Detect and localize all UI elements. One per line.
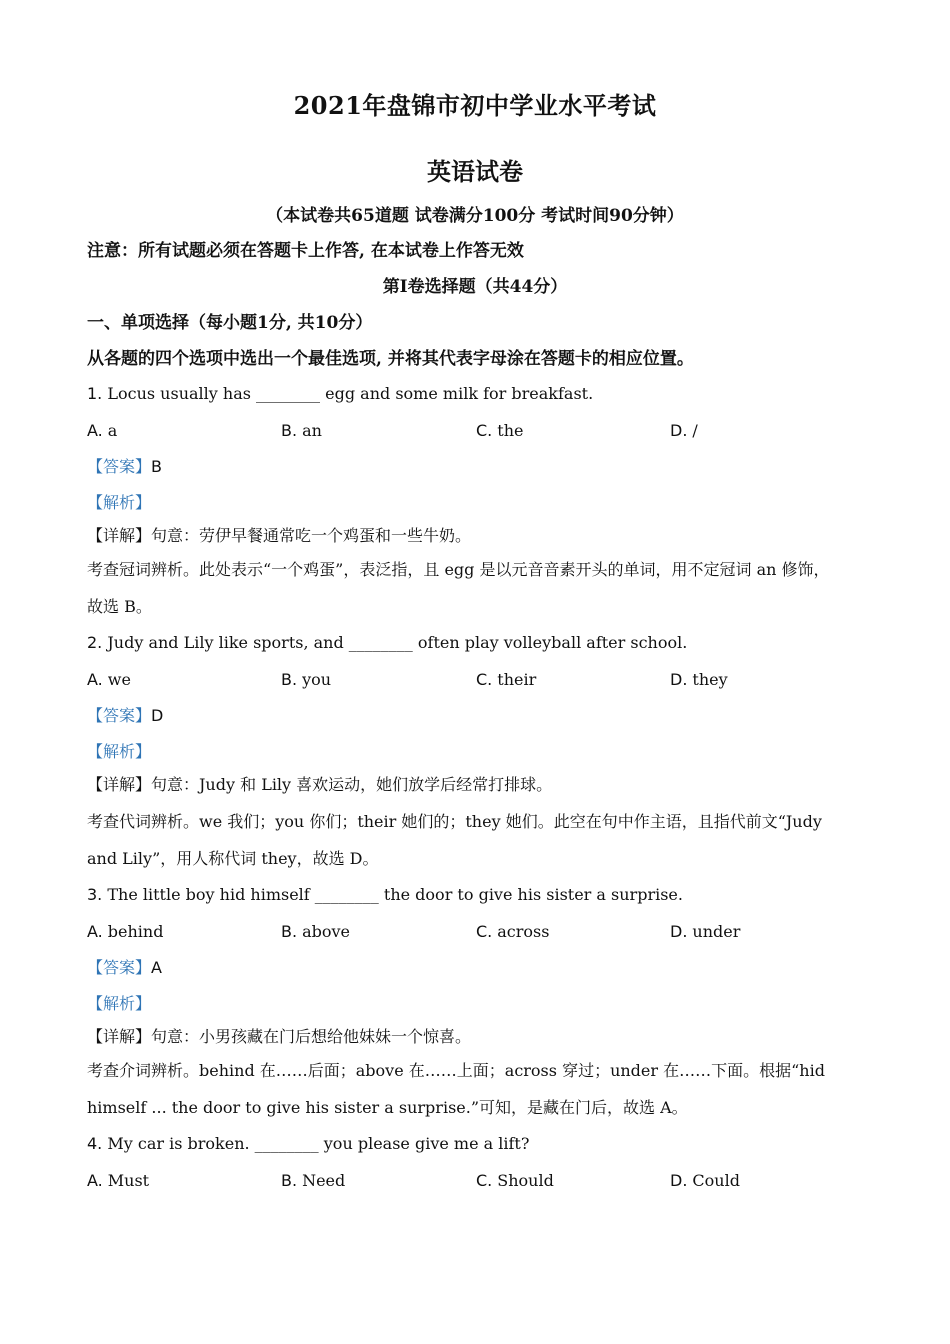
option-b: B. above xyxy=(281,922,350,941)
detail-line: 【详解】句意：Judy 和 Lily 喜欢运动，她们放学后经常打排球。 xyxy=(87,775,553,794)
question-3 xyxy=(87,884,683,906)
answer-value: A xyxy=(151,958,162,977)
question-4 xyxy=(87,1133,529,1155)
answer-tag: 【答案】 xyxy=(87,958,152,977)
exam-subtitle: 英语试卷 xyxy=(427,157,523,186)
exam-title: 2021年盘锦市初中学业水平考试 xyxy=(293,91,657,120)
detail-line: 【详解】句意：小男孩藏在门后想给他妹妹一个惊喜。 xyxy=(87,1027,472,1046)
explanation-line: 考查代词辨析。we 我们；you 你们；their 她们的；they 她们。此空在句中作主语，且指代前文“Judy xyxy=(87,812,822,831)
option-d: D. / xyxy=(670,421,698,440)
section-instruction: 从各题的四个选项中选出一个最佳选项, 并将其代表字母涂在答题卡的相应位置。 xyxy=(87,349,694,369)
exam-info: （本试卷共65道题 试卷满分100分 考试时间90分钟） xyxy=(266,206,684,226)
detail-line: 【详解】句意：劳伊早餐通常吃一个鸡蛋和一些牛奶。 xyxy=(87,526,472,545)
option-c: C. Should xyxy=(476,1171,554,1190)
question-2 xyxy=(87,632,687,654)
question-number: 4. xyxy=(87,1134,103,1153)
option-a: A. we xyxy=(87,670,131,689)
option-d: D. they xyxy=(670,670,728,689)
explanation-line: 考查冠词辨析。此处表示“一个鸡蛋”，表泛指，且 egg 是以元音音素开头的单词，用不定冠词 an 修饰， xyxy=(87,560,830,579)
explanation-line: and Lily”，用人称代词 they，故选 D。 xyxy=(87,849,379,868)
option-c: C. their xyxy=(476,670,537,689)
question-stem: Locus usually has ________ egg and some milk for breakfast. xyxy=(107,384,594,403)
explanation-line: 考查介词辨析。behind 在……后面；above 在……上面；across 穿过；under 在……下面。根据“hid xyxy=(87,1061,825,1080)
answer-value: D xyxy=(151,706,164,725)
question-stem: My car is broken. ________ you please give me a lift? xyxy=(107,1134,530,1153)
option-b: B. you xyxy=(281,670,332,689)
answer-line xyxy=(87,957,162,979)
section-title: 一、单项选择（每小题1分, 共10分） xyxy=(87,313,373,333)
exam-notice: 注意：所有试题必须在答题卡上作答, 在本试卷上作答无效 xyxy=(87,241,524,261)
analysis-tag: 【解析】 xyxy=(87,493,152,512)
option-b: B. an xyxy=(281,421,322,440)
question-stem: The little boy hid himself ________ the door to give his sister a surprise. xyxy=(107,885,683,904)
explanation-line: 故选 B。 xyxy=(87,597,152,616)
answer-value: B xyxy=(151,457,162,476)
option-c: C. across xyxy=(476,922,550,941)
option-a: A. Must xyxy=(87,1171,150,1190)
answer-tag: 【答案】 xyxy=(87,457,152,476)
answer-tag: 【答案】 xyxy=(87,706,152,725)
question-number: 2. xyxy=(87,633,103,652)
option-c: C. the xyxy=(476,421,524,440)
analysis-tag: 【解析】 xyxy=(87,742,152,761)
option-b: B. Need xyxy=(281,1171,346,1190)
analysis-tag: 【解析】 xyxy=(87,994,152,1013)
question-number: 1. xyxy=(87,384,103,403)
part-title: 第I卷选择题（共44分） xyxy=(382,277,568,297)
question-stem: Judy and Lily like sports, and ________ often play volleyball after school. xyxy=(107,633,688,652)
answer-line xyxy=(87,705,163,727)
option-d: D. Could xyxy=(670,1171,740,1190)
explanation-line: himself ... the door to give his sister a surprise.”可知，是藏在门后，故选 A。 xyxy=(87,1098,688,1117)
question-1 xyxy=(87,383,593,405)
answer-line xyxy=(87,456,162,478)
question-number: 3. xyxy=(87,885,103,904)
option-a: A. behind xyxy=(87,922,164,941)
option-d: D. under xyxy=(670,922,741,941)
option-a: A. a xyxy=(87,421,118,440)
